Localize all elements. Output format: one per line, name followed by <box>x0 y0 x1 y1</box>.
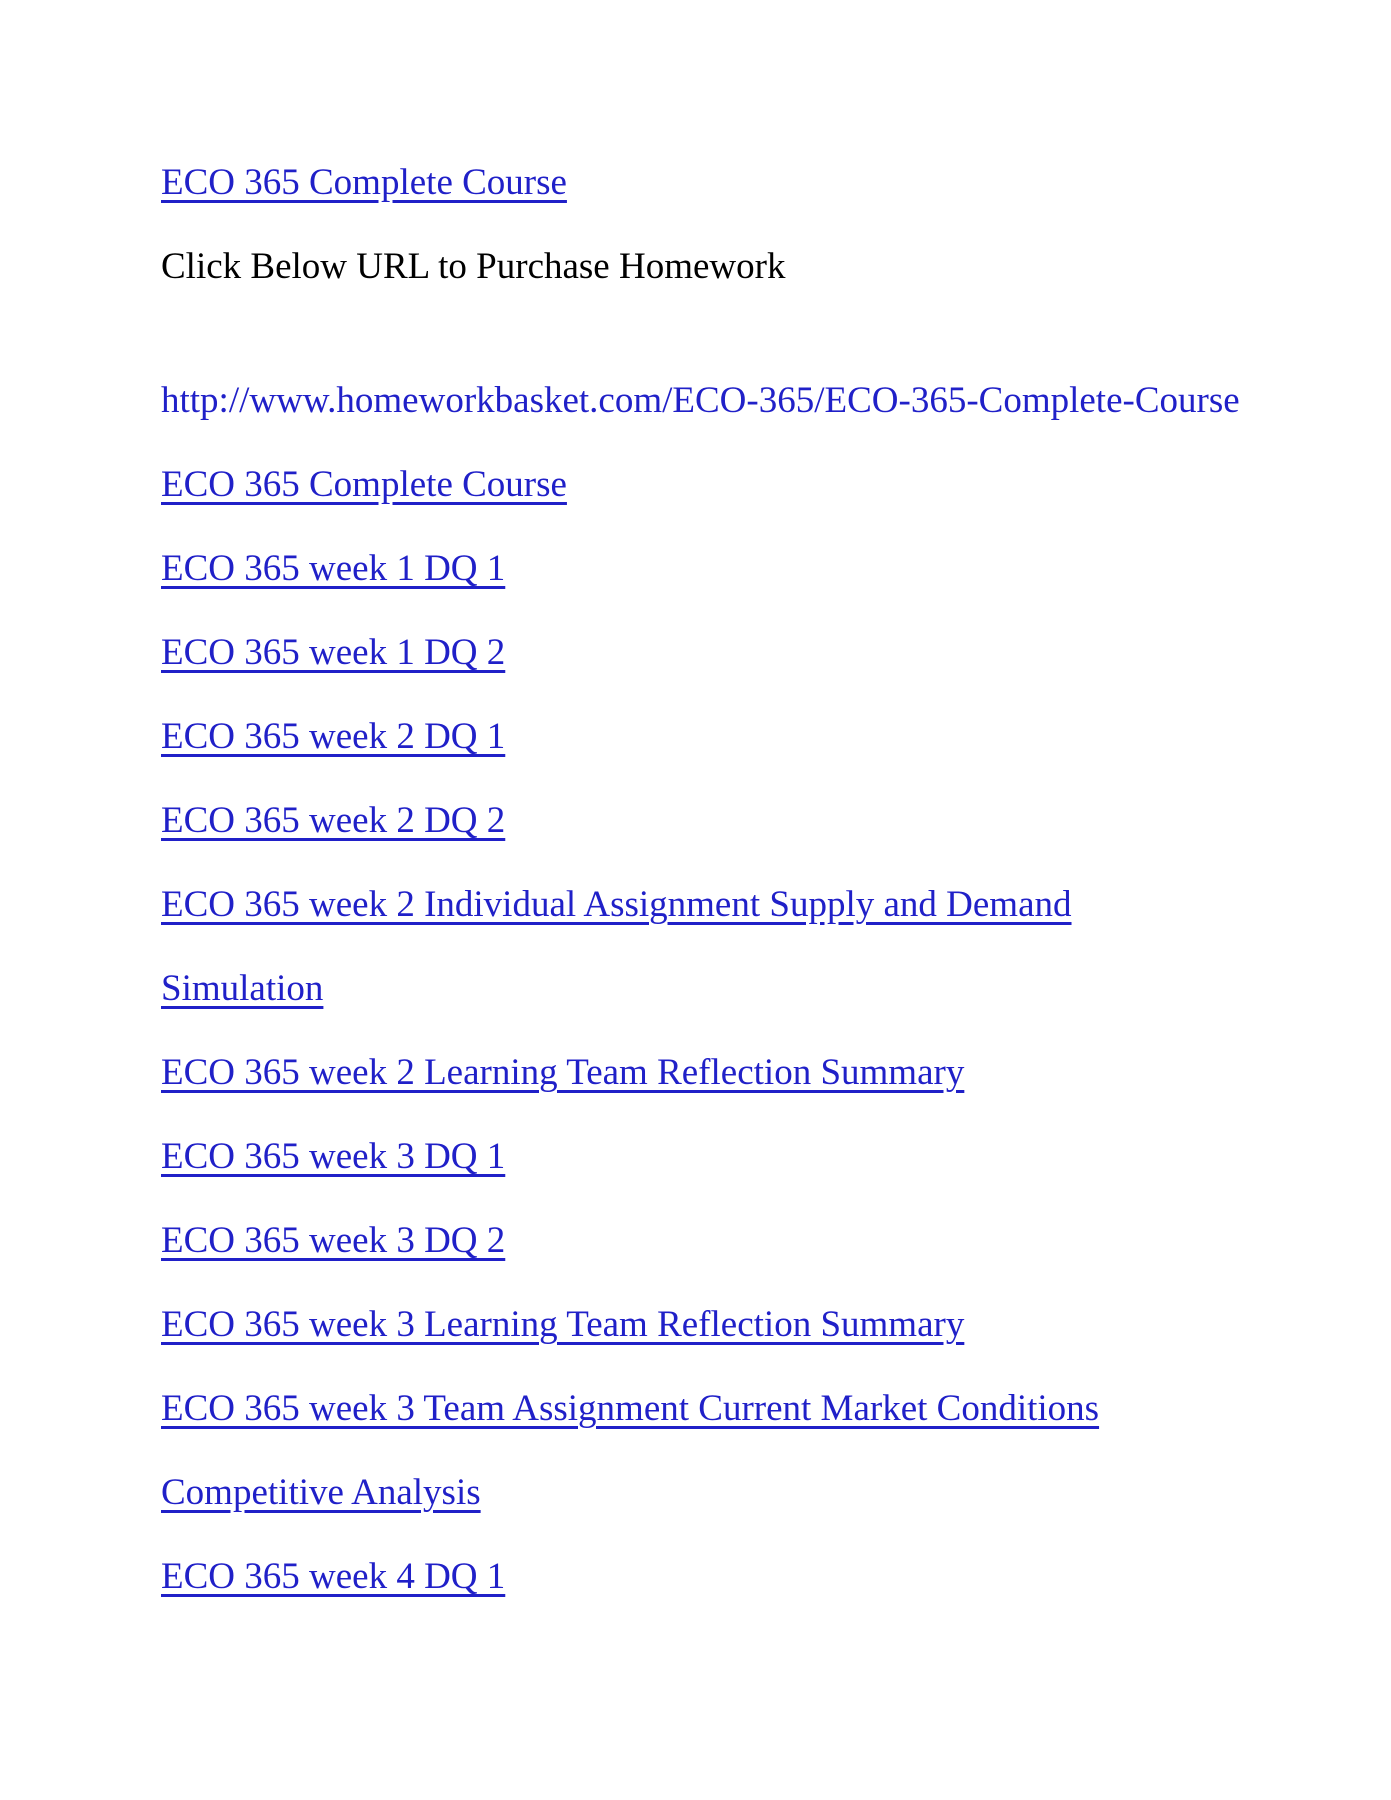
course-link-week3-learning-team[interactable]: ECO 365 week 3 Learning Team Reflection Summary <box>161 1304 965 1345</box>
course-link-line <box>161 527 1161 611</box>
course-link-line <box>161 1199 1161 1283</box>
intro-link-line <box>161 141 1161 225</box>
course-link-week1-dq2[interactable]: ECO 365 week 1 DQ 2 <box>161 632 506 673</box>
course-link-line <box>161 695 1161 779</box>
url-line <box>161 359 1240 443</box>
course-link-week3-team-market-conditions[interactable]: ECO 365 week 3 Team Assignment Current Market Conditions Competitive Analysis <box>161 1388 1100 1513</box>
purchase-instruction-text: Click Below URL to Purchase Homework <box>161 246 786 287</box>
course-link-line <box>161 779 1161 863</box>
course-link-week2-dq1[interactable]: ECO 365 week 2 DQ 1 <box>161 716 506 757</box>
course-link-line <box>161 1535 1161 1619</box>
course-link-line <box>161 1115 1161 1199</box>
course-link-week4-dq1[interactable]: ECO 365 week 4 DQ 1 <box>161 1556 506 1597</box>
intro-course-link[interactable]: ECO 365 Complete Course <box>161 162 567 203</box>
course-link-line <box>161 1367 1161 1535</box>
course-link-week2-learning-team[interactable]: ECO 365 week 2 Learning Team Reflection Summary <box>161 1052 965 1093</box>
course-link-line <box>161 611 1161 695</box>
course-link-line <box>161 863 1161 1031</box>
purchase-url-link[interactable]: http://www.homeworkbasket.com/ECO-365/ECO-365-Complete-Course <box>161 380 1240 421</box>
blank-line-spacer <box>161 309 1161 359</box>
course-link-complete-course[interactable]: ECO 365 Complete Course <box>161 464 567 505</box>
course-link-line <box>161 1283 1161 1367</box>
course-link-line <box>161 1031 1161 1115</box>
course-link-week1-dq1[interactable]: ECO 365 week 1 DQ 1 <box>161 548 506 589</box>
course-link-week3-dq1[interactable]: ECO 365 week 3 DQ 1 <box>161 1136 506 1177</box>
course-link-week2-dq2[interactable]: ECO 365 week 2 DQ 2 <box>161 800 506 841</box>
course-link-line <box>161 443 1161 527</box>
course-link-week2-individual-supply-demand[interactable]: ECO 365 week 2 Individual Assignment Supply and Demand Simulation <box>161 884 1072 1009</box>
course-link-week3-dq2[interactable]: ECO 365 week 3 DQ 2 <box>161 1220 506 1261</box>
